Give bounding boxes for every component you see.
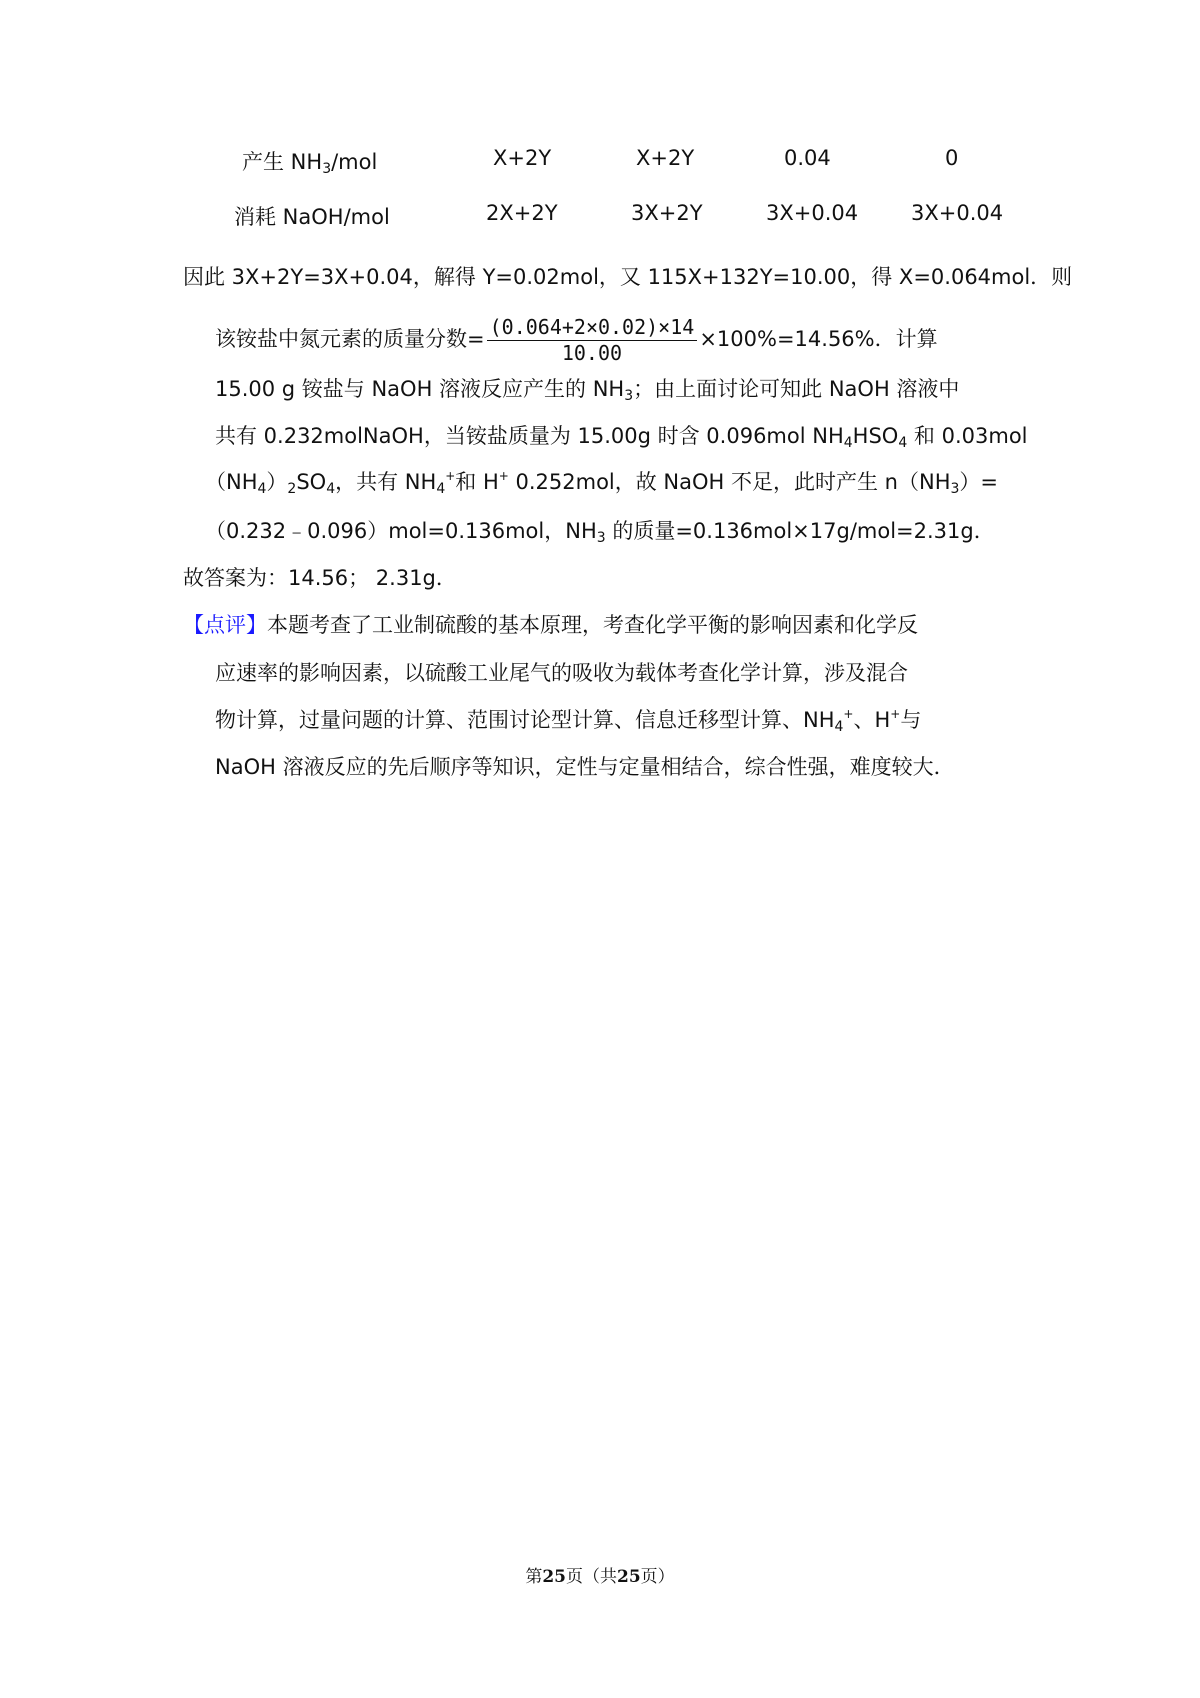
table-cell: X+2Y <box>636 146 695 170</box>
comment-line: 【点评】本题考查了工业制硫酸的基本原理，考查化学平衡的影响因素和化学反 <box>183 613 918 637</box>
table-cell: 3X+0.04 <box>911 201 1004 225</box>
page-number: 25 <box>542 1567 566 1587</box>
table-cell: 0 <box>945 146 959 170</box>
page-footer: 第25页（共25页） <box>525 1567 675 1587</box>
table-cell: 3X+0.04 <box>766 201 859 225</box>
fraction: $\frac{(0.064+2\times 0.02)\times 14}{10.00}$ <box>487 315 698 365</box>
text-line: 共有 0.232molNaOH，当铵盐质量为 15.00g 时含 0.096mol $NH_4HSO_4$ 和 0.03mol <box>215 424 1028 451</box>
table-row <box>0 201 1200 231</box>
text-line: 该铵盐中氮元素的质量分数= $\frac{(0.064+2\times 0.02)\times 14}{10.00}$ ×100%=14.56%．计算 <box>215 315 938 365</box>
text-line: 15.00 g 铵盐与 NaOH 溶液反应产生的 $NH_3$；由上面讨论可知此 NaOH 溶液中 <box>215 377 960 404</box>
text-line: $(NH_4)_2SO_4$，共有 $NH_4^+$和 H+ 0.252mol，故 NaOH 不足，此时产生 $n(NH_3)=$ <box>205 469 999 497</box>
table-cell: 3X+2Y <box>631 201 703 225</box>
table-cell: 2X+2Y <box>486 201 558 225</box>
answer-line: 故答案为：14.56； 2.31g． <box>183 566 457 590</box>
text-line: 因此 3X+2Y=3X+0.04，解得 Y=0.02mol，又 115X+132Y=10.00，得 X=0.064mol．则 <box>183 265 1073 289</box>
comment-line: 应速率的影响因素，以硫酸工业尾气的吸收为载体考查化学计算，涉及混合 <box>215 661 908 685</box>
comment-line: NaOH 溶液反应的先后顺序等知识，定性与定量相结合，综合性强，难度较大． <box>215 755 955 779</box>
row-label: 产生 $NH_3$/mol <box>242 150 378 177</box>
text-line: （0.232﹣0.096）mol=0.136mol，$NH_3$ 的质量=0.136mol×17g/mol=2.31g． <box>205 519 995 546</box>
table-row <box>0 146 1200 176</box>
page-total: 25 <box>617 1567 641 1587</box>
table-cell: X+2Y <box>493 146 552 170</box>
table-cell: 0.04 <box>784 146 831 170</box>
comment-tag: 【点评】 <box>183 613 267 637</box>
row-label: 消耗 NaOH/mol <box>234 205 390 229</box>
comment-line: 物计算，过量问题的计算、范围讨论型计算、信息迁移型计算、$NH_4^+$、H+与 <box>215 707 922 735</box>
